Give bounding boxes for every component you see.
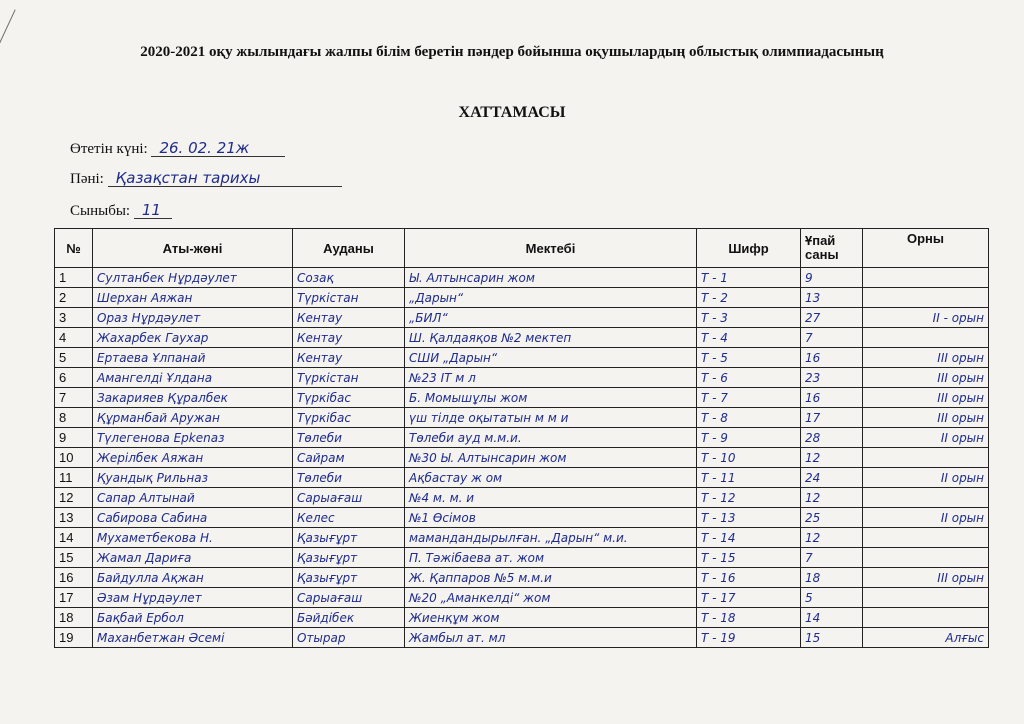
row-num-cell: 14 xyxy=(55,528,93,548)
date-label: Өтетін күні: xyxy=(70,141,148,157)
score-cell: 15 xyxy=(801,628,863,648)
code-cell: Т - 5 xyxy=(697,348,801,368)
header-district: Ауданы xyxy=(293,229,405,268)
code-cell: Т - 2 xyxy=(697,288,801,308)
score-cell: 12 xyxy=(801,528,863,548)
place-cell: II - орын xyxy=(863,308,989,328)
student-name-cell: Жахарбек Гаухар xyxy=(93,328,293,348)
student-name-cell: Ораз Нұрдәулет xyxy=(93,308,293,328)
district-cell: Сарыағаш xyxy=(293,588,405,608)
header-score: Ұпай саны xyxy=(801,229,863,268)
code-cell: Т - 14 xyxy=(697,528,801,548)
table-row xyxy=(55,328,989,348)
table-row xyxy=(55,288,989,308)
student-name-cell: Бақбай Ербол xyxy=(93,608,293,628)
school-cell: №30 Ы. Алтынсарин жом xyxy=(405,448,697,468)
grade-value: 11 xyxy=(134,202,172,219)
student-name-cell: Амангелді Ұлдана xyxy=(93,368,293,388)
place-cell: III орын xyxy=(863,388,989,408)
code-cell: Т - 19 xyxy=(697,628,801,648)
school-cell: мамандандырылған. „Дарын“ м.и. xyxy=(405,528,697,548)
score-cell: 7 xyxy=(801,548,863,568)
code-cell: Т - 11 xyxy=(697,468,801,488)
student-name-cell: Мухаметбекова Н. xyxy=(93,528,293,548)
student-name-cell: Жерілбек Аяжан xyxy=(93,448,293,468)
place-cell xyxy=(863,488,989,508)
school-cell: Ақбастау ж ом xyxy=(405,468,697,488)
school-cell: „Дарын“ xyxy=(405,288,697,308)
row-num-cell: 12 xyxy=(55,488,93,508)
table-body xyxy=(55,268,989,648)
row-num-cell: 13 xyxy=(55,508,93,528)
row-num-cell: 6 xyxy=(55,368,93,388)
table-row xyxy=(55,628,989,648)
header-num: № xyxy=(55,229,93,268)
score-cell: 9 xyxy=(801,268,863,288)
school-cell: №4 м. м. и xyxy=(405,488,697,508)
district-cell: Бәйдібек xyxy=(293,608,405,628)
table-row xyxy=(55,588,989,608)
school-cell: П. Тәжібаева ат. жом xyxy=(405,548,697,568)
results-table xyxy=(54,228,989,648)
student-name-cell: Қуандық Рильназ xyxy=(93,468,293,488)
place-cell: III орын xyxy=(863,368,989,388)
place-cell xyxy=(863,528,989,548)
student-name-cell: Сапар Алтынай xyxy=(93,488,293,508)
row-num-cell: 15 xyxy=(55,548,93,568)
code-cell: Т - 10 xyxy=(697,448,801,468)
table-row xyxy=(55,348,989,368)
place-cell: II орын xyxy=(863,468,989,488)
place-cell xyxy=(863,588,989,608)
code-cell: Т - 4 xyxy=(697,328,801,348)
table-row xyxy=(55,388,989,408)
district-cell: Созақ xyxy=(293,268,405,288)
student-name-cell: Байдулла Ақжан xyxy=(93,568,293,588)
row-num-cell: 11 xyxy=(55,468,93,488)
school-cell: Жиенқұм жом xyxy=(405,608,697,628)
table-row xyxy=(55,608,989,628)
school-cell: Жамбыл ат. мл xyxy=(405,628,697,648)
document-subheading: ХАТТАМАСЫ xyxy=(458,104,566,121)
code-cell: Т - 18 xyxy=(697,608,801,628)
row-num-cell: 10 xyxy=(55,448,93,468)
district-cell: Қазығұрт xyxy=(293,528,405,548)
grade-line xyxy=(70,202,172,220)
score-cell: 24 xyxy=(801,468,863,488)
score-cell: 16 xyxy=(801,348,863,368)
table-row xyxy=(55,368,989,388)
row-num-cell: 5 xyxy=(55,348,93,368)
district-cell: Сарыағаш xyxy=(293,488,405,508)
row-num-cell: 18 xyxy=(55,608,93,628)
row-num-cell: 16 xyxy=(55,568,93,588)
table-row xyxy=(55,488,989,508)
school-cell: №1 Өсімов xyxy=(405,508,697,528)
place-cell: III орын xyxy=(863,348,989,368)
district-cell: Қазығұрт xyxy=(293,548,405,568)
code-cell: Т - 3 xyxy=(697,308,801,328)
place-cell: III орын xyxy=(863,408,989,428)
grade-label: Сыныбы: xyxy=(70,203,131,219)
place-cell xyxy=(863,608,989,628)
table-row xyxy=(55,428,989,448)
district-cell: Түркібас xyxy=(293,388,405,408)
school-cell: Ы. Алтынсарин жом xyxy=(405,268,697,288)
row-num-cell: 3 xyxy=(55,308,93,328)
score-cell: 27 xyxy=(801,308,863,328)
student-name-cell: Ертаева Ұлпанай xyxy=(93,348,293,368)
place-cell xyxy=(863,268,989,288)
school-cell: Ш. Қалдаяқов №2 мектеп xyxy=(405,328,697,348)
score-cell: 18 xyxy=(801,568,863,588)
district-cell: Түркістан xyxy=(293,368,405,388)
row-num-cell: 19 xyxy=(55,628,93,648)
table-row xyxy=(55,448,989,468)
row-num-cell: 9 xyxy=(55,428,93,448)
subject-line xyxy=(70,170,342,188)
code-cell: Т - 1 xyxy=(697,268,801,288)
school-cell: Б. Момышұлы жом xyxy=(405,388,697,408)
table-row xyxy=(55,528,989,548)
row-num-cell: 2 xyxy=(55,288,93,308)
code-cell: Т - 6 xyxy=(697,368,801,388)
code-cell: Т - 16 xyxy=(697,568,801,588)
table-row xyxy=(55,548,989,568)
row-num-cell: 8 xyxy=(55,408,93,428)
document-heading: 2020-2021 оқу жылындағы жалпы білім беретін пәндер бойынша оқушылардың облыстық олимпиадасының xyxy=(140,44,884,60)
school-cell: СШИ „Дарын“ xyxy=(405,348,697,368)
score-cell: 17 xyxy=(801,408,863,428)
district-cell: Сайрам xyxy=(293,448,405,468)
student-name-cell: Маханбетжан Әсемі xyxy=(93,628,293,648)
header-name: Аты-жөні xyxy=(93,229,293,268)
district-cell: Түркістан xyxy=(293,288,405,308)
score-cell: 5 xyxy=(801,588,863,608)
score-cell: 25 xyxy=(801,508,863,528)
place-cell xyxy=(863,328,989,348)
district-cell: Төлеби xyxy=(293,468,405,488)
header-school: Мектебі xyxy=(405,229,697,268)
score-cell: 16 xyxy=(801,388,863,408)
table-row xyxy=(55,568,989,588)
place-cell: III орын xyxy=(863,568,989,588)
subject-label: Пәні: xyxy=(70,171,104,187)
code-cell: Т - 17 xyxy=(697,588,801,608)
code-cell: Т - 9 xyxy=(697,428,801,448)
code-cell: Т - 12 xyxy=(697,488,801,508)
table-header-row xyxy=(55,229,989,268)
place-cell xyxy=(863,288,989,308)
place-cell: Алғыс xyxy=(863,628,989,648)
score-cell: 28 xyxy=(801,428,863,448)
row-num-cell: 4 xyxy=(55,328,93,348)
student-name-cell: Құрманбай Аружан xyxy=(93,408,293,428)
student-name-cell: Жамал Дариға xyxy=(93,548,293,568)
district-cell: Келес xyxy=(293,508,405,528)
date-value: 26. 02. 21ж xyxy=(151,140,285,157)
district-cell: Отырар xyxy=(293,628,405,648)
date-line xyxy=(70,140,285,158)
district-cell: Түркібас xyxy=(293,408,405,428)
school-cell: Ж. Қаппаров №5 м.м.и xyxy=(405,568,697,588)
student-name-cell: Түлегенова Ерkеnaз xyxy=(93,428,293,448)
student-name-cell: Закарияев Құралбек xyxy=(93,388,293,408)
student-name-cell: Шерхан Аяжан xyxy=(93,288,293,308)
row-num-cell: 7 xyxy=(55,388,93,408)
score-cell: 12 xyxy=(801,488,863,508)
district-cell: Кентау xyxy=(293,348,405,368)
place-cell xyxy=(863,548,989,568)
place-cell: II орын xyxy=(863,508,989,528)
place-cell xyxy=(863,448,989,468)
score-cell: 7 xyxy=(801,328,863,348)
subject-value: Қазақстан тарихы xyxy=(108,170,342,187)
school-cell: „БИЛ“ xyxy=(405,308,697,328)
district-cell: Кентау xyxy=(293,308,405,328)
table-row xyxy=(55,508,989,528)
school-cell: үш тілде оқытатын м м и xyxy=(405,408,697,428)
district-cell: Қазығұрт xyxy=(293,568,405,588)
score-cell: 23 xyxy=(801,368,863,388)
district-cell: Төлеби xyxy=(293,428,405,448)
header-code: Шифр xyxy=(697,229,801,268)
table-row xyxy=(55,408,989,428)
district-cell: Кентау xyxy=(293,328,405,348)
table-row xyxy=(55,308,989,328)
code-cell: Т - 7 xyxy=(697,388,801,408)
row-num-cell: 1 xyxy=(55,268,93,288)
place-cell: II орын xyxy=(863,428,989,448)
student-name-cell: Әзам Нұрдәулет xyxy=(93,588,293,608)
code-cell: Т - 8 xyxy=(697,408,801,428)
table-row xyxy=(55,468,989,488)
score-cell: 13 xyxy=(801,288,863,308)
code-cell: Т - 15 xyxy=(697,548,801,568)
score-cell: 12 xyxy=(801,448,863,468)
school-cell: №23 IT м л xyxy=(405,368,697,388)
header-place: Орны xyxy=(863,229,989,268)
school-cell: Төлеби ауд м.м.и. xyxy=(405,428,697,448)
score-cell: 14 xyxy=(801,608,863,628)
school-cell: №20 „Аманкелді“ жом xyxy=(405,588,697,608)
row-num-cell: 17 xyxy=(55,588,93,608)
student-name-cell: Сабирова Сабина xyxy=(93,508,293,528)
student-name-cell: Султанбек Нұрдәулет xyxy=(93,268,293,288)
code-cell: Т - 13 xyxy=(697,508,801,528)
table-row xyxy=(55,268,989,288)
